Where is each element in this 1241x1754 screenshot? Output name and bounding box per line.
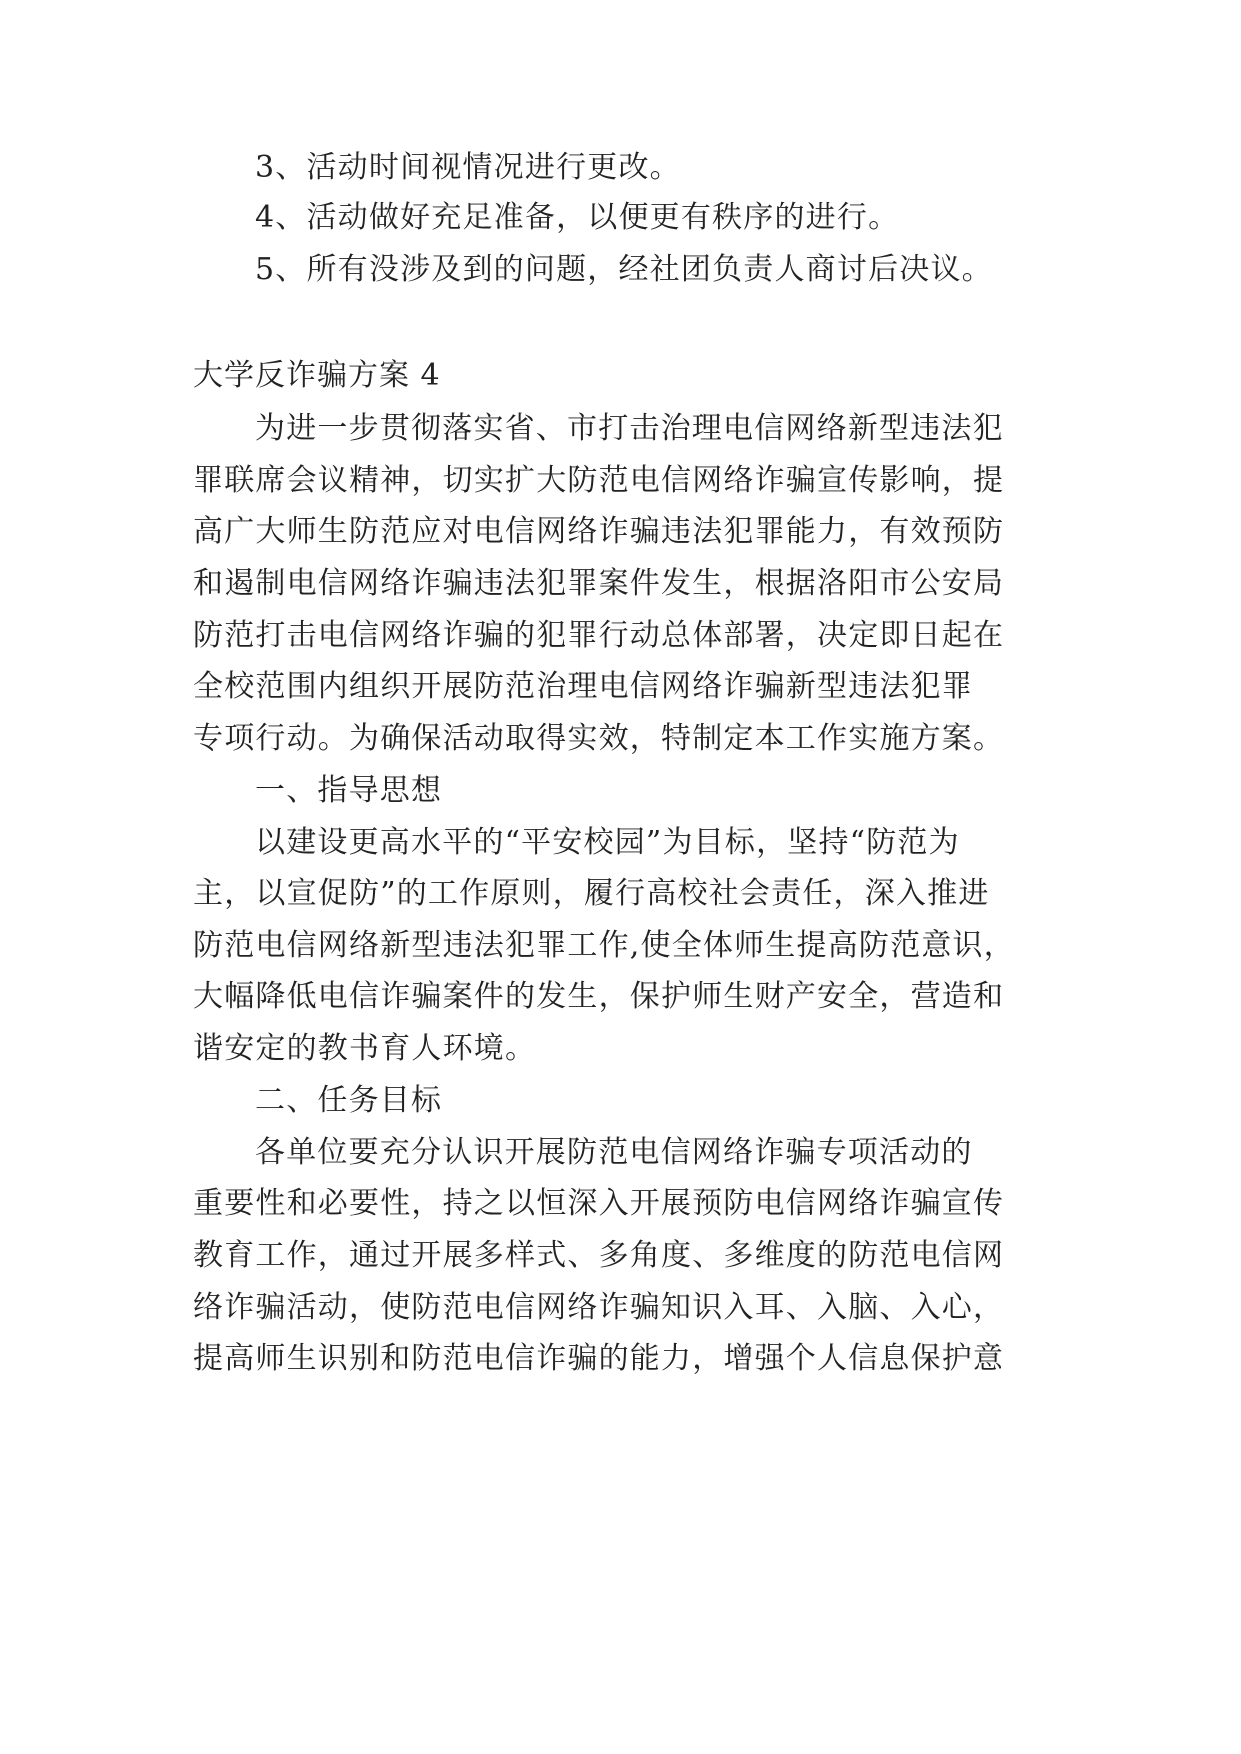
paragraph-line: 全校范围内组织开展防范治理电信网络诈骗新型违法犯罪 <box>193 669 973 704</box>
paragraph-line: 以建设更高水平的“平安校园”为目标，坚持“防范为 <box>255 825 960 860</box>
paragraph-line: 为进一步贯彻落实省、市打击治理电信网络新型违法犯 <box>255 411 1004 446</box>
list-item-4: 4、活动做好充足准备，以便更有秩序的进行。 <box>255 200 900 235</box>
paragraph-line: 谐安定的教书育人环境。 <box>193 1031 537 1066</box>
subheading-guiding-ideology: 一、指导思想 <box>255 773 443 808</box>
paragraph-line: 络诈骗活动，使防范电信网络诈骗知识入耳、入脑、入心， <box>193 1290 1005 1325</box>
subheading-task-goals: 二、任务目标 <box>255 1083 443 1118</box>
paragraph-line: 专项行动。为确保活动取得实效，特制定本工作实施方案。 <box>193 721 1005 756</box>
paragraph-line: 提高师生识别和防范电信诈骗的能力，增强个人信息保护意 <box>193 1341 1005 1376</box>
paragraph-line: 教育工作，通过开展多样式、多角度、多维度的防范电信网 <box>193 1238 1005 1273</box>
paragraph-line: 罪联席会议精神，切实扩大防范电信网络诈骗宣传影响，提 <box>193 463 1005 498</box>
paragraph-line: 防范电信网络新型违法犯罪工作,使全体师生提高防范意识， <box>193 928 1015 963</box>
paragraph-line: 各单位要充分认识开展防范电信网络诈骗专项活动的 <box>255 1135 973 1170</box>
list-item-3: 3、活动时间视情况进行更改。 <box>255 150 681 185</box>
list-item-5: 5、所有没涉及到的问题，经社团负责人商讨后决议。 <box>255 252 993 287</box>
paragraph-line: 防范打击电信网络诈骗的犯罪行动总体部署，决定即日起在 <box>193 618 1005 653</box>
paragraph-line: 重要性和必要性，持之以恒深入开展预防电信网络诈骗宣传 <box>193 1186 1005 1221</box>
paragraph-line: 大幅降低电信诈骗案件的发生，保护师生财产安全，营造和 <box>193 979 1005 1014</box>
paragraph-line: 高广大师生防范应对电信网络诈骗违法犯罪能力，有效预防 <box>193 514 1005 549</box>
paragraph-line: 主，以宣促防”的工作原则，履行高校社会责任，深入推进 <box>193 876 990 911</box>
paragraph-line: 和遏制电信网络诈骗违法犯罪案件发生，根据洛阳市公安局 <box>193 566 1005 601</box>
section-title: 大学反诈骗方案 4 <box>193 358 441 393</box>
